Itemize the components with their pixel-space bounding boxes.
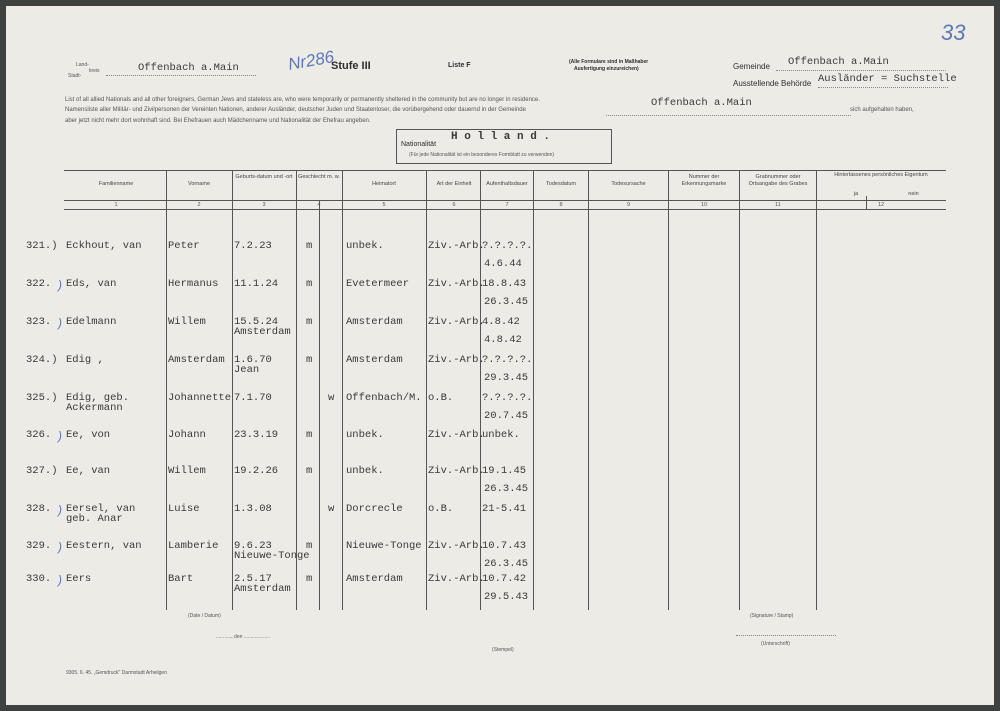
column-divider-5 <box>426 170 427 610</box>
col-num-9: 9 <box>626 202 631 208</box>
list-text-line-3: aber jetzt nicht mehr dort wohnhaft sind. Bei Ehefrauen auch Mädchenname und Nationalität der Ehefrau angeben. <box>65 118 371 124</box>
behoerde-value: Ausländer = Suchstelle <box>818 73 957 85</box>
row-2-stay1: 18.8.43 <box>482 278 527 290</box>
row-3-unit: Ziv.-Arb. <box>428 316 485 328</box>
handwritten-reference: Nr286 <box>286 47 336 74</box>
liste-title: Liste F <box>448 62 471 69</box>
row-6-home: unbek. <box>346 429 384 441</box>
unterschrift-dots <box>736 635 836 636</box>
row-10-first: Bart <box>168 573 194 585</box>
row-10-home: Amsterdam <box>346 573 403 585</box>
row-8-name: Eersel, van <box>66 503 136 515</box>
row-7-first: Willem <box>168 465 206 477</box>
row-9-first: Lamberie <box>168 540 219 552</box>
row-8-unit: o.B. <box>428 503 454 515</box>
row-4-birth: 1.6.70 <box>234 354 272 366</box>
row-7-name: Ee, van <box>66 465 111 477</box>
row-6-stay1: unbek. <box>482 429 520 441</box>
column-divider-1 <box>166 170 167 610</box>
row-2-stay2: 26.3.45 <box>484 296 529 308</box>
col-head-einheit: Art der Einheit <box>436 181 472 187</box>
row-2-name: Eds, van <box>66 278 117 290</box>
row-1-sex-m: m <box>306 240 313 252</box>
col-num-12: 12 <box>877 202 885 208</box>
col-num-11: 11 <box>775 202 781 208</box>
nationality-note: (Für jede Nationalität ist ein besonderes Formblatt zu verwenden) <box>409 152 555 158</box>
row-8-no: 328. <box>26 503 52 515</box>
document-sheet <box>6 6 994 705</box>
row-3-stay1: 4.8.42 <box>482 316 520 328</box>
list-text-line-2-value: Offenbach a.Main <box>651 97 752 109</box>
row-5-name: Edig, geb. <box>66 392 130 404</box>
column-divider-10 <box>739 170 740 610</box>
row-4-home: Amsterdam <box>346 354 403 366</box>
col-num-1: 1 <box>114 202 118 208</box>
row-10-stay2: 29.5.43 <box>484 591 529 603</box>
row-7-stay1: 19.1.45 <box>482 465 527 477</box>
list-text-line-2: Namensliste aller Militär- und Zivilpersonen der Vereinten Nationen, anderer Ausländer, deutscher Juden und Staatenloser, die vorübergehend oder dauernd in der Gemeinde <box>65 107 526 113</box>
stempel-label: (Stempel) <box>492 647 514 653</box>
kreis-label-top: Land- <box>76 62 89 68</box>
column-divider-11 <box>816 170 817 610</box>
row-1-name: Eckhout, van <box>66 240 142 252</box>
kreis-dots <box>106 75 256 76</box>
row-3-birth: 15.5.24 <box>234 316 279 328</box>
row-6-no: 326. <box>26 429 52 441</box>
col-head-todesdatum: Todesdatum <box>546 181 576 187</box>
row-3-birth2: Amsterdam <box>234 326 291 338</box>
row-8-stay1: 21-5.41 <box>482 503 527 515</box>
col-num-8: 8 <box>559 202 563 208</box>
row-8-check: ) <box>58 503 62 517</box>
row-6-unit: Ziv.-Arb. <box>428 429 485 441</box>
row-2-birth: 11.1.24 <box>234 278 279 290</box>
row-3-first: Willem <box>168 316 206 328</box>
signature-label: (Signature / Stamp) <box>750 613 794 619</box>
row-8-home: Dorcrecle <box>346 503 403 515</box>
list-text-line-2-end: sich aufgehalten haben, <box>850 107 914 113</box>
row-8-name2: geb. Anar <box>66 513 123 525</box>
row-4-no: 324.) <box>26 354 58 366</box>
col-head-familienname: Familienname <box>98 181 134 187</box>
col-head-erkennungsmarke: Nummer der Erkennungsmarke <box>681 174 727 187</box>
row-6-sex-m: m <box>306 429 313 441</box>
row-7-no: 327.) <box>26 465 58 477</box>
table-num-rule <box>64 209 946 210</box>
col-num-10: 10 <box>700 202 708 208</box>
col-head-heimatort: Heimatort <box>372 181 396 187</box>
col-head-geburt: Geburts-datum und -ort <box>235 174 293 180</box>
unterschrift-label: (Unterschrift) <box>761 641 790 647</box>
row-1-stay1: ?.?.?.?. <box>482 240 533 252</box>
row-9-birth2: Nieuwe-Tonge <box>234 550 310 562</box>
row-6-birth: 23.3.19 <box>234 429 279 441</box>
row-3-check: ) <box>58 316 62 330</box>
col-num-4: 4 <box>317 202 321 208</box>
row-10-check: ) <box>58 573 62 587</box>
col-num-7: 7 <box>505 202 509 208</box>
column-divider-4 <box>342 170 343 610</box>
row-9-stay1: 10.7.43 <box>482 540 527 552</box>
row-5-stay2: 20.7.45 <box>484 410 529 422</box>
row-5-birth: 7.1.70 <box>234 392 272 404</box>
kreis-value: Offenbach a.Main <box>138 62 239 74</box>
row-4-stay2: 29.3.45 <box>484 372 529 384</box>
row-10-unit: Ziv.-Arb. <box>428 573 485 585</box>
row-3-sex-m: m <box>306 316 313 328</box>
nationality-label: Nationalität <box>401 141 437 148</box>
row-2-first: Hermanus <box>168 278 219 290</box>
col-num-6: 6 <box>452 202 456 208</box>
row-5-no: 325.) <box>26 392 58 404</box>
row-1-first: Peter <box>168 240 200 252</box>
col-head-vorname: Vorname <box>187 181 210 187</box>
col-num-2: 2 <box>197 202 201 208</box>
col-head-aufenthalt: Aufenthaltsdauer <box>486 181 528 187</box>
row-10-sex-m: m <box>306 573 313 585</box>
row-9-home: Nieuwe-Tonge <box>346 540 422 552</box>
row-4-name: Edig , <box>66 354 104 366</box>
row-3-name: Edelmann <box>66 316 117 328</box>
row-5-unit: o.B. <box>428 392 454 404</box>
row-9-stay2: 26.3.45 <box>484 558 529 570</box>
row-1-no: 321.) <box>26 240 58 252</box>
row-6-first: Johann <box>168 429 206 441</box>
column-divider-8 <box>588 170 589 610</box>
printer-note: 9305. 6. 45. „Gemdruck" Darmstadt Arheilgen <box>66 670 167 676</box>
row-10-stay1: 10.7.42 <box>482 573 527 585</box>
row-6-name: Ee, von <box>66 429 111 441</box>
note-line-2: Ausfertigung einzureichen) <box>574 66 639 72</box>
behoerde-dots <box>818 87 948 88</box>
row-3-stay2: 4.8.42 <box>484 334 522 346</box>
row-5-name2: Ackermann <box>66 402 123 414</box>
row-2-home: Evetermeer <box>346 278 410 290</box>
col-num-3: 3 <box>262 202 266 208</box>
col-head-geschlecht: Geschlecht m. w. <box>298 174 340 180</box>
row-4-unit: Ziv.-Arb. <box>428 354 485 366</box>
row-5-home: Offenbach/M. <box>346 392 422 404</box>
col-head-eigentum-ja: ja <box>853 191 859 197</box>
row-9-name: Eestern, van <box>66 540 142 552</box>
row-2-no: 322. <box>26 278 52 290</box>
col-head-eigentum-nein: nein <box>908 191 919 197</box>
row-9-no: 329. <box>26 540 52 552</box>
row-1-birth: 7.2.23 <box>234 240 272 252</box>
row-7-home: unbek. <box>346 465 384 477</box>
row-7-unit: Ziv.-Arb. <box>428 465 485 477</box>
row-3-no: 323. <box>26 316 52 328</box>
row-10-name: Eers <box>66 573 92 585</box>
row-2-unit: Ziv.-Arb. <box>428 278 485 290</box>
row-8-sex-w: w <box>328 503 335 515</box>
page-number: 33 <box>941 20 966 45</box>
col-num-5: 5 <box>382 202 386 208</box>
column-divider-9 <box>668 170 669 610</box>
row-10-birth: 2.5.17 <box>234 573 272 585</box>
gemeinde-value: Offenbach a.Main <box>788 56 889 68</box>
row-4-sex-m: m <box>306 354 313 366</box>
row-9-birth: 9.6.23 <box>234 540 272 552</box>
kreis-label-stadt: Stadt- <box>68 73 82 79</box>
den-label: ..........., den ................... <box>216 634 271 640</box>
col-head-eigentum: Hinterlassenes persönliches Eigentum <box>834 172 928 178</box>
row-5-stay1: ?.?.?.?. <box>482 392 533 404</box>
row-4-stay1: ?.?.?.?. <box>482 354 533 366</box>
column-divider-3 <box>296 170 297 610</box>
row-7-sex-m: m <box>306 465 313 477</box>
stufe-title: Stufe III <box>331 60 371 72</box>
sub-divider-1 <box>319 200 320 610</box>
behoerde-label: Ausstellende Behörde <box>733 79 812 88</box>
col-head-todesursache: Todesursache <box>611 181 646 187</box>
table-top-rule <box>64 170 946 171</box>
table-head-rule <box>64 200 946 201</box>
column-divider-2 <box>232 170 233 610</box>
row-3-home: Amsterdam <box>346 316 403 328</box>
row-7-birth: 19.2.26 <box>234 465 279 477</box>
row-2-check: ) <box>58 278 62 292</box>
list-text-dots <box>606 115 851 116</box>
row-4-first: Amsterdam <box>168 354 225 366</box>
row-5-sex-w: w <box>328 392 335 404</box>
row-2-sex-m: m <box>306 278 313 290</box>
row-8-first: Luise <box>168 503 200 515</box>
row-1-stay2: 4.6.44 <box>484 258 522 270</box>
column-divider-7 <box>533 170 534 610</box>
row-9-unit: Ziv.-Arb. <box>428 540 485 552</box>
row-9-check: ) <box>58 540 62 554</box>
row-9-sex-m: m <box>306 540 313 552</box>
note-line-1: (Alle Formulare sind in Maßhaber <box>569 59 649 65</box>
kreis-label-kreis: kreis <box>89 68 100 74</box>
row-4-birth2: Jean <box>234 364 260 376</box>
row-6-check: ) <box>58 429 62 443</box>
row-5-first: Johannette <box>168 392 232 404</box>
row-7-stay2: 26.3.45 <box>484 483 529 495</box>
gemeinde-dots <box>776 70 946 71</box>
col-head-grab: Grabnummer oder Ortsangabe des Grabes <box>748 174 808 187</box>
row-10-no: 330. <box>26 573 52 585</box>
list-text-line-1: List of all allied Nationals and all other foreigners, German Jews and stateless are, who were temporarily or permanently sheltered in the community but are no longer in residence. <box>65 97 540 103</box>
row-1-home: unbek. <box>346 240 384 252</box>
date-label: (Date / Datum) <box>188 613 221 619</box>
nationality-value: H o l l a n d . <box>451 131 551 143</box>
row-10-birth2: Amsterdam <box>234 583 291 595</box>
row-8-birth: 1.3.08 <box>234 503 272 515</box>
row-1-unit: Ziv.-Arb. <box>428 240 485 252</box>
gemeinde-label: Gemeinde <box>733 62 770 71</box>
